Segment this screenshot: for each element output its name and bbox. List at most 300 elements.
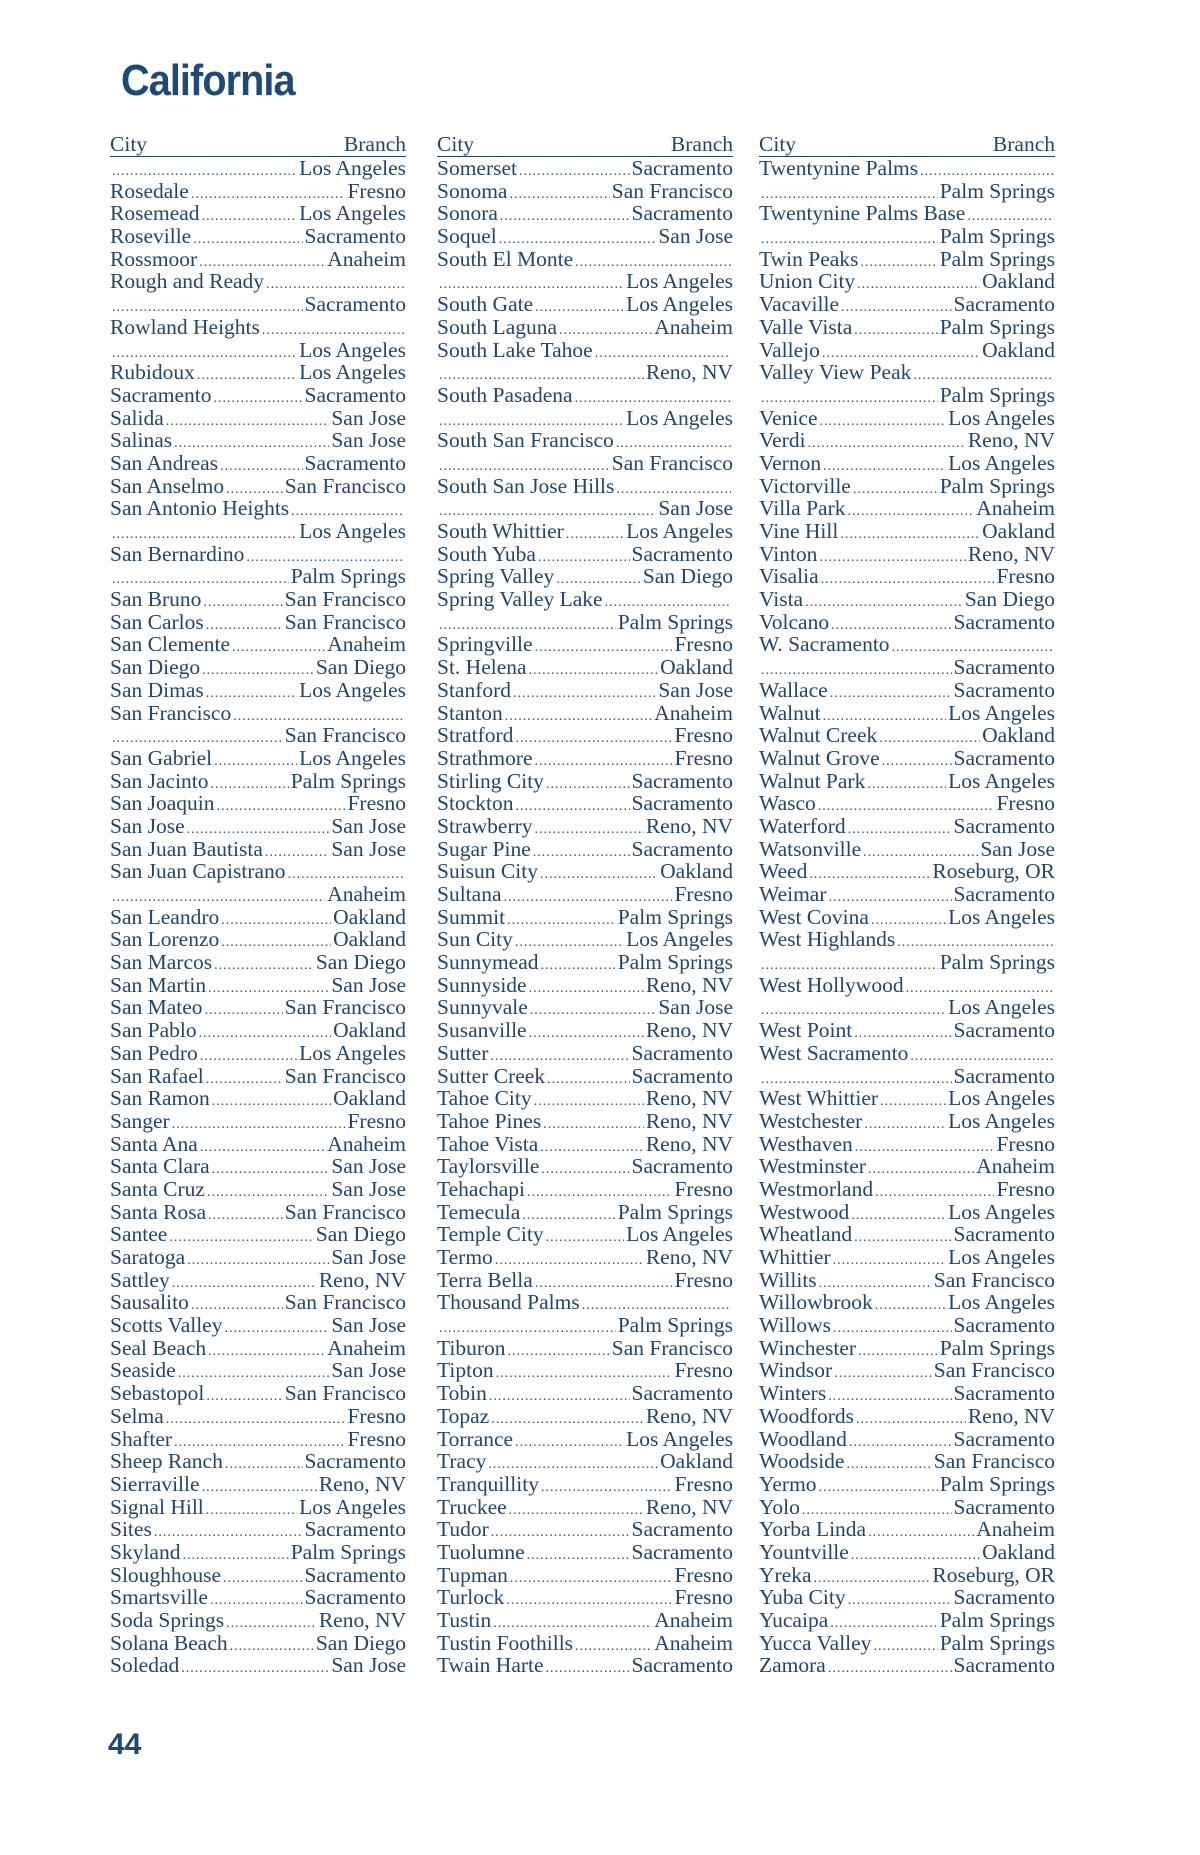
city-name: Woodside [759, 1449, 845, 1474]
list-item [437, 1065, 733, 1088]
city-name: San Clemente [110, 632, 231, 657]
city-name: Westhaven [759, 1131, 853, 1156]
dot-leader [534, 1091, 644, 1114]
city-name: Weed [759, 859, 808, 884]
city-name: Taylorsville [437, 1154, 540, 1179]
dot-leader [181, 1658, 329, 1681]
branch-name: Fresno [674, 882, 733, 906]
list-item [437, 1450, 733, 1473]
list-item [110, 520, 406, 543]
list-item [759, 1359, 1055, 1382]
branch-name: Sacramento [953, 1585, 1055, 1610]
branch-name: Sacramento [304, 1562, 406, 1587]
dot-leader [540, 864, 658, 887]
list-item [110, 1337, 406, 1360]
list-item [437, 860, 733, 883]
dot-leader [819, 547, 965, 570]
branch-name: Oakland [660, 859, 733, 884]
dot-leader [856, 1409, 966, 1432]
list-item [437, 293, 733, 316]
list-item [110, 1450, 406, 1473]
city-name: San Diego [110, 655, 201, 680]
dot-leader [834, 1363, 932, 1386]
list-item [759, 1586, 1055, 1609]
list-item [759, 1496, 1055, 1519]
city-name: Saratoga [110, 1245, 186, 1269]
list-item [110, 293, 406, 316]
list-item [437, 248, 733, 271]
branch-name: Sacramento [304, 382, 406, 407]
city-name: San Pablo [110, 1018, 197, 1043]
dot-leader [206, 1386, 282, 1409]
list-item [110, 1246, 406, 1269]
list-item [437, 1110, 733, 1133]
list-item [759, 1382, 1055, 1405]
list-item [110, 429, 406, 452]
dot-leader [505, 706, 652, 729]
dot-leader [491, 1409, 644, 1432]
list-item [110, 770, 406, 793]
branch-name: Sacramento [631, 156, 733, 180]
dot-leader [510, 1568, 673, 1591]
branch-name: Anaheim [654, 314, 733, 339]
city-name: San Bernardino [110, 541, 245, 566]
dot-leader [858, 1341, 938, 1364]
list-item [437, 1586, 733, 1609]
dot-leader [212, 1159, 330, 1182]
list-item [437, 1564, 733, 1587]
city-name: Roseville [110, 224, 192, 249]
branch-name: Fresno [347, 791, 406, 816]
list-item [437, 225, 733, 248]
city-name: Skyland [110, 1539, 181, 1564]
branch-name: Reno, NV [318, 1267, 406, 1292]
list-item [759, 1405, 1055, 1428]
city-name: Selma [110, 1403, 164, 1428]
dot-leader [546, 1227, 625, 1250]
branch-name: Los Angeles [299, 519, 406, 543]
list-item [759, 1632, 1055, 1655]
dot-leader [211, 774, 289, 797]
list-item [437, 1609, 733, 1632]
city-name: San Anselmo [110, 473, 225, 498]
city-name: Soledad [110, 1653, 180, 1678]
branch-name: Palm Springs [939, 314, 1055, 339]
city-name: Tahoe Vista [437, 1131, 539, 1156]
dot-leader [214, 955, 314, 978]
city-name: San Francisco [110, 700, 232, 725]
city-name: Truckee [437, 1494, 507, 1519]
branch-name: San Jose [331, 1653, 406, 1678]
column-header [437, 132, 733, 157]
city-name: San Joaquin [110, 791, 215, 816]
list-item [759, 1337, 1055, 1360]
branch-name: Fresno [674, 1267, 733, 1292]
dot-leader [489, 1386, 630, 1409]
city-name: Tupman [437, 1562, 508, 1587]
city-name: Woodland [759, 1426, 847, 1451]
city-name: Venice [759, 405, 818, 430]
city-name: Stanford [437, 677, 512, 702]
branch-name: Palm Springs [290, 1539, 406, 1564]
list-item [437, 996, 733, 1019]
city-name: Tehachapi [437, 1176, 526, 1201]
dot-leader [226, 1613, 317, 1636]
city-name: West Covina [759, 904, 869, 929]
list-item [437, 1087, 733, 1110]
city-name: San Andreas [110, 450, 219, 475]
list-item [437, 838, 733, 861]
branch-name: Palm Springs [939, 178, 1055, 203]
branch-name: Anaheim [327, 632, 406, 657]
list-item [110, 1405, 406, 1428]
branch-name: San Francisco [284, 1063, 406, 1088]
city-name: Spring Valley Lake [437, 587, 603, 612]
list-item [759, 996, 1055, 1019]
city-name: San Rafael [110, 1063, 204, 1088]
city-name: Westminster [759, 1154, 866, 1179]
list-item [437, 1632, 733, 1655]
list-item [110, 974, 406, 997]
branch-name: Reno, NV [645, 1245, 733, 1269]
list-item [110, 180, 406, 203]
city-name: Strawberry [437, 813, 533, 838]
city-name: South Gate [437, 292, 534, 317]
list-item [437, 565, 733, 588]
dot-leader [868, 1522, 974, 1545]
branch-name: San Jose [331, 836, 406, 861]
list-item [110, 928, 406, 951]
branch-name: Sacramento [631, 836, 733, 861]
list-item [759, 1428, 1055, 1451]
city-name: W. Sacramento [759, 632, 890, 657]
city-name: Yolo [759, 1494, 800, 1519]
city-name: Visalia [759, 564, 819, 589]
dot-leader [224, 1318, 329, 1341]
list-item [759, 656, 1055, 679]
list-item [759, 520, 1055, 543]
city-name: Sunnyside [437, 972, 527, 997]
city-header: City [110, 132, 148, 156]
list-item [437, 588, 733, 611]
column-1 [110, 132, 406, 1677]
dot-leader [853, 479, 938, 502]
city-list [759, 157, 1055, 1677]
list-item [437, 1382, 733, 1405]
city-name: Willowbrook [759, 1290, 873, 1315]
city-name: Stratford [437, 723, 514, 748]
dot-leader [212, 1091, 331, 1114]
dot-leader [846, 1454, 931, 1477]
list-item [437, 633, 733, 656]
list-item [759, 384, 1055, 407]
city-name: West Sacramento [759, 1040, 909, 1065]
city-name: West Point [759, 1018, 853, 1043]
city-name: Temple City [437, 1222, 544, 1247]
list-item [110, 1586, 406, 1609]
branch-name: Sacramento [953, 1222, 1055, 1247]
dot-leader [543, 1114, 644, 1137]
branch-name: Palm Springs [939, 473, 1055, 498]
list-item [110, 1133, 406, 1156]
city-name: Sunnymead [437, 950, 539, 975]
list-item [437, 792, 733, 815]
dot-leader [202, 206, 298, 229]
dot-leader [527, 1545, 630, 1568]
list-item [110, 792, 406, 815]
dot-leader [880, 1091, 946, 1114]
dot-leader [851, 1205, 946, 1228]
list-item [759, 747, 1055, 770]
column-3 [759, 132, 1055, 1677]
list-item [110, 1223, 406, 1246]
city-name: Willits [759, 1267, 817, 1292]
branch-name: Los Angeles [948, 995, 1055, 1020]
branch-name: Sacramento [953, 882, 1055, 906]
list-item [110, 860, 406, 883]
city-name: Wasco [759, 791, 816, 816]
branch-name: Los Angeles [299, 337, 406, 362]
branch-name: Reno, NV [645, 1494, 733, 1519]
city-name: Yucca Valley [759, 1630, 872, 1655]
list-item [759, 339, 1055, 362]
list-item [759, 724, 1055, 747]
city-name: Vinton [759, 541, 818, 566]
city-name: San Carlos [110, 609, 204, 634]
branch-name: Los Angeles [948, 1086, 1055, 1111]
branch-name: Reno, NV [318, 1471, 406, 1496]
branch-name: Sacramento [631, 1040, 733, 1065]
list-item [110, 1110, 406, 1133]
list-item [110, 565, 406, 588]
list-item [437, 1019, 733, 1042]
city-name: San Pedro [110, 1040, 198, 1065]
list-item [437, 339, 733, 362]
branch-name: Los Angeles [626, 292, 733, 317]
list-item [110, 1019, 406, 1042]
dot-leader [529, 660, 659, 683]
city-name: Rosedale [110, 178, 189, 203]
branch-name: Palm Springs [939, 1471, 1055, 1496]
list-item [437, 1201, 733, 1224]
list-item [110, 747, 406, 770]
city-name: Shafter [110, 1426, 173, 1451]
city-name: Santa Ana [110, 1131, 198, 1156]
branch-name: Oakland [982, 519, 1055, 543]
dot-leader [214, 751, 297, 774]
city-name: Waterford [759, 813, 846, 838]
city-name: Wheatland [759, 1222, 853, 1247]
list-item [110, 838, 406, 861]
list-item [437, 724, 733, 747]
branch-name: Oakland [982, 337, 1055, 362]
dot-leader [855, 1137, 995, 1160]
list-item [110, 1564, 406, 1587]
branch-name: San Diego [315, 1222, 406, 1247]
branch-name: Fresno [674, 745, 733, 770]
branch-name: San Jose [658, 224, 733, 249]
list-item [110, 225, 406, 248]
list-item [110, 611, 406, 634]
dot-leader [848, 819, 952, 842]
city-name: San Ramon [110, 1086, 210, 1111]
list-item [759, 1564, 1055, 1587]
column-header [759, 132, 1055, 157]
dot-leader [530, 1000, 657, 1023]
list-item [110, 316, 406, 339]
city-name: West Hollywood [759, 972, 904, 997]
branch-name: Los Angeles [626, 927, 733, 952]
list-item [759, 1087, 1055, 1110]
city-name: Sanger [110, 1108, 170, 1133]
branch-name: Reno, NV [645, 1403, 733, 1428]
list-item [110, 1632, 406, 1655]
dot-leader [841, 297, 952, 320]
list-item [759, 202, 1055, 225]
list-item [110, 475, 406, 498]
city-name: San Dimas [110, 677, 204, 702]
branch-name: Oakland [660, 655, 733, 680]
dot-leader [809, 864, 930, 887]
city-name: Sonora [437, 201, 498, 226]
city-name: Signal Hill [110, 1494, 204, 1519]
dot-leader [808, 433, 966, 456]
branch-name: San Diego [642, 564, 733, 589]
list-item [759, 1450, 1055, 1473]
branch-name: San Jose [331, 405, 406, 430]
branch-name: Reno, NV [645, 813, 733, 838]
branch-name: Los Angeles [299, 1494, 406, 1519]
list-item [759, 1541, 1055, 1564]
city-name: Sunnyvale [437, 995, 528, 1020]
list-item [110, 1473, 406, 1496]
city-name: San Mateo [110, 995, 203, 1020]
list-item [759, 792, 1055, 815]
dot-leader [546, 1658, 630, 1681]
city-name: Tranquillity [437, 1471, 539, 1496]
city-name: San Marcos [110, 950, 213, 975]
list-item [759, 588, 1055, 611]
branch-name: Reno, NV [645, 1086, 733, 1111]
dot-leader [541, 955, 616, 978]
list-item [759, 860, 1055, 883]
city-name: Sites [110, 1517, 152, 1542]
city-name: Springville [437, 632, 533, 657]
branch-name: Sacramento [304, 224, 406, 249]
list-item [759, 270, 1055, 293]
city-name: Somerset [437, 156, 518, 180]
dot-leader [515, 728, 672, 751]
branch-name: San Diego [315, 655, 406, 680]
city-name: South Lake Tahoe [437, 337, 593, 362]
list-item [110, 1654, 406, 1677]
list-item [437, 747, 733, 770]
list-item [437, 202, 733, 225]
branch-name: Palm Springs [939, 950, 1055, 975]
branch-name: Palm Springs [617, 904, 733, 929]
dot-leader [529, 1023, 644, 1046]
branch-name: San Jose [331, 813, 406, 838]
branch-name: Los Angeles [948, 450, 1055, 475]
city-name: Seal Beach [110, 1335, 207, 1360]
branch-name: Palm Springs [939, 1608, 1055, 1632]
branch-name: Fresno [674, 723, 733, 748]
list-item [437, 520, 733, 543]
dot-leader [854, 1227, 951, 1250]
city-name: Turlock [437, 1585, 505, 1610]
list-item [759, 1178, 1055, 1201]
city-name: Verdi [759, 428, 806, 453]
list-item [759, 633, 1055, 656]
list-item [759, 452, 1055, 475]
list-item [437, 656, 733, 679]
list-item [759, 248, 1055, 271]
dot-leader [541, 1159, 629, 1182]
city-name: Yountville [759, 1539, 849, 1564]
list-item [759, 906, 1055, 929]
branch-name: Palm Springs [939, 246, 1055, 271]
list-item [437, 702, 733, 725]
list-item [110, 633, 406, 656]
city-name: Vacaville [759, 292, 839, 317]
city-name: Sausalito [110, 1290, 189, 1315]
city-name: Walnut Creek [759, 723, 878, 748]
list-item [110, 1428, 406, 1451]
branch-name: Sacramento [304, 450, 406, 475]
city-name: Sonoma [437, 178, 508, 203]
branch-name: Palm Springs [939, 1335, 1055, 1360]
branch-name: Sacramento [304, 292, 406, 317]
city-name: Sattley [110, 1267, 170, 1292]
page-title: California [121, 56, 295, 105]
city-name: Tahoe City [437, 1086, 532, 1111]
list-item [437, 1337, 733, 1360]
city-name: Winchester [759, 1335, 857, 1360]
branch-name: Reno, NV [645, 360, 733, 385]
branch-name: Fresno [674, 632, 733, 657]
city-header: City [759, 132, 797, 156]
city-name: Yorba Linda [759, 1517, 867, 1542]
dot-leader [187, 1250, 329, 1273]
list-item [437, 1269, 733, 1292]
list-item [759, 1019, 1055, 1042]
list-item [437, 361, 733, 384]
branch-name: Palm Springs [290, 564, 406, 589]
list-item [437, 679, 733, 702]
branch-name: Reno, NV [645, 1108, 733, 1133]
city-name: Sun City [437, 927, 513, 952]
branch-name: Sacramento [953, 1494, 1055, 1519]
branch-name: San Jose [658, 995, 733, 1020]
dot-leader [864, 1114, 946, 1137]
branch-name: Sacramento [631, 541, 733, 566]
city-name: Yuba City [759, 1585, 846, 1610]
list-item [110, 656, 406, 679]
list-item [110, 157, 406, 180]
list-item [110, 679, 406, 702]
city-name: Tustin Foothills [437, 1630, 574, 1655]
list-item [110, 270, 406, 293]
city-name: Twentynine Palms Base [759, 201, 966, 226]
dot-leader [546, 774, 630, 797]
list-item [437, 974, 733, 997]
branch-name: Los Angeles [299, 201, 406, 226]
city-name: Walnut Park [759, 768, 866, 793]
branch-name: Roseburg, OR [932, 859, 1055, 884]
branch-name: San Francisco [611, 178, 733, 203]
list-item [759, 1291, 1055, 1314]
branch-name: Fresno [996, 1131, 1055, 1156]
